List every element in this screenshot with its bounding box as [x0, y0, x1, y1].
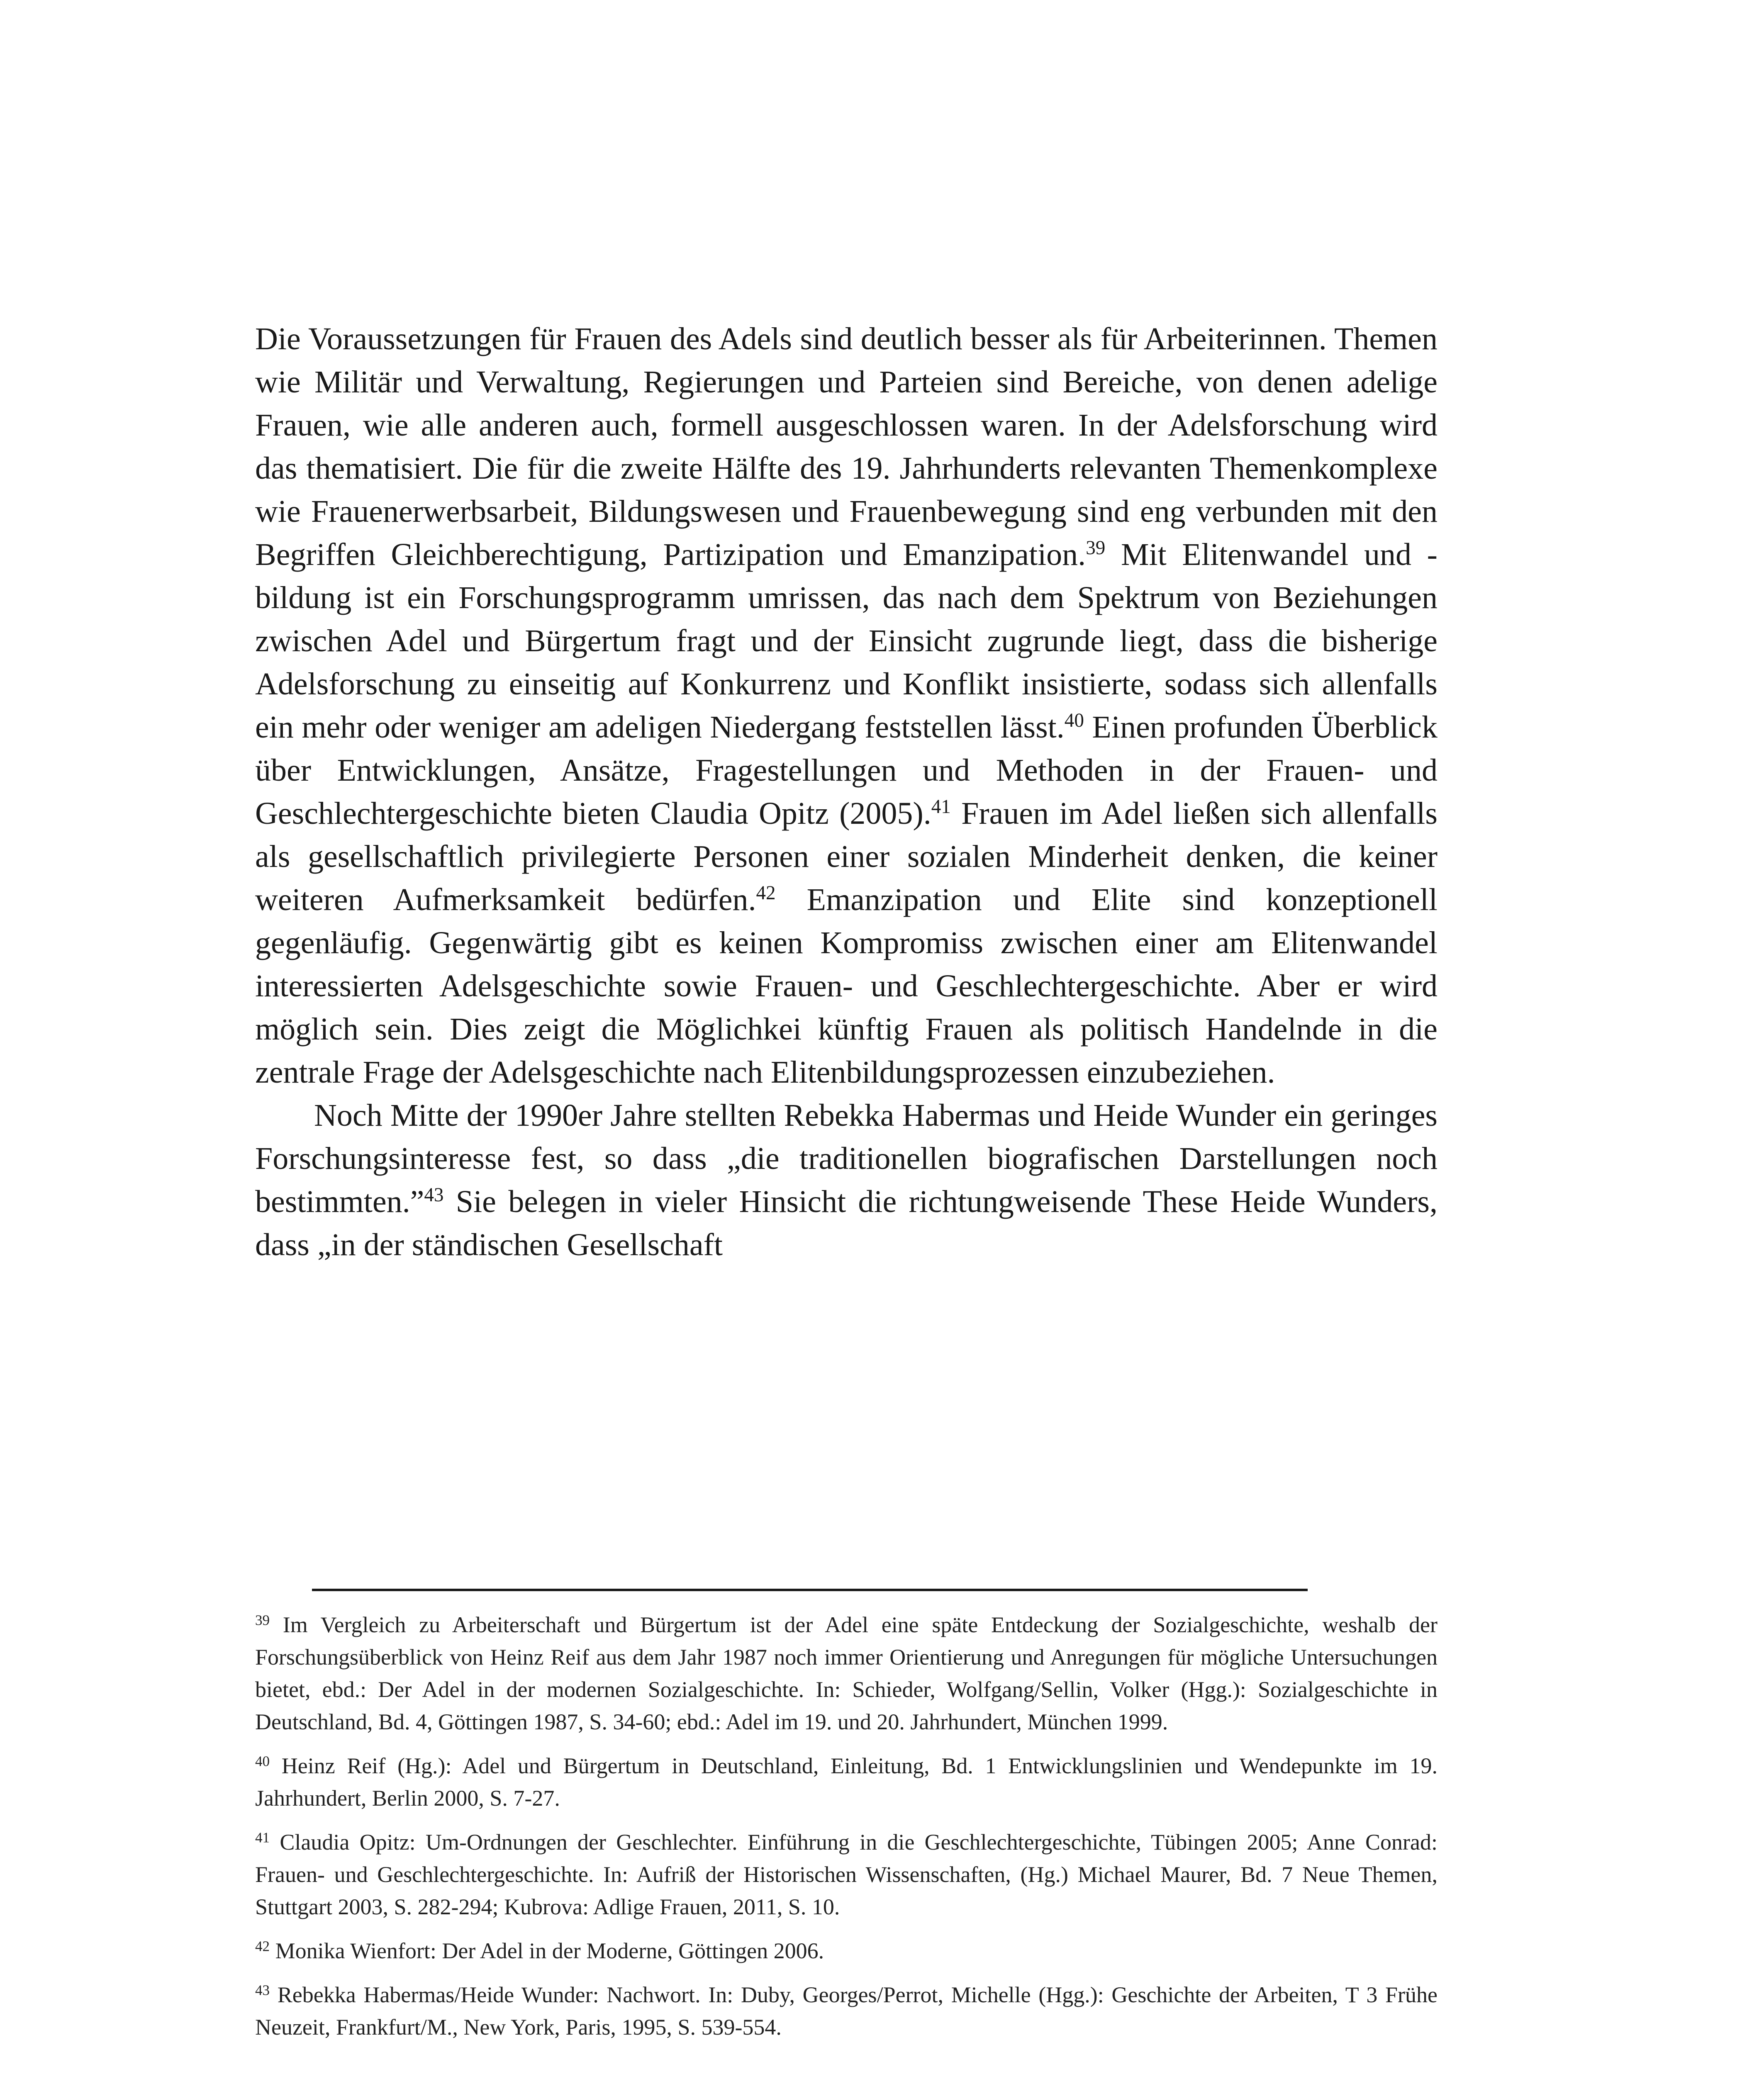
paragraph-1-text-4: Frauen im Adel ließen sich allenfalls als gesellschaftlich privilegierte Personen einer sozialen Minderheit denken, die keiner weiteren Aufmerksamkeit bedürfen.: [255, 796, 1438, 917]
footnote-number: 40: [255, 1753, 270, 1770]
footnote-ref-43[interactable]: 43: [424, 1184, 444, 1206]
footnote-separator: [312, 1589, 1308, 1591]
paragraph-2: [255, 1094, 1438, 1266]
footnote-43: [255, 1979, 1438, 2043]
footnote-number: 41: [255, 1829, 270, 1846]
footnote-text: Im Vergleich zu Arbeiterschaft und Bürgertum ist der Adel eine späte Entdeckung der Sozialgeschichte, weshalb der Forschungsüberblick von Heinz Reif aus dem Jahr 1987 noch immer Orientierung und Anregungen für mögliche Untersuchungen bietet, ebd.: Der Adel in der modernen Sozialgeschichte. In: Schieder, Wolfgang/Sellin, Volker (Hgg.): Sozialgeschichte in Deutschland, Bd. 4, Göttingen 1987, S. 34-60; ebd.: Adel im 19. und 20. Jahrhundert, München 1999.: [255, 1612, 1438, 1734]
footnote-ref-42[interactable]: 42: [756, 882, 776, 904]
paragraph-1-text-5: Emanzipation und Elite sind konzeptionell gegenläufig. Gegenwärtig gibt es keinen Kompromiss zwischen einer am Elitenwandel interessierten Adelsgeschichte sowie Frauen- und Geschlechtergeschichte. Aber er wird möglich sein. Dies zeigt die Möglichkei künftig Frauen als politisch Handelnde in die zentrale Frage der Adelsgeschichte nach Elitenbildungsprozessen einzubeziehen.: [255, 882, 1438, 1090]
paragraph-1-text-3: Einen profunden Überblick über Entwicklungen, Ansätze, Fragestellungen und Methoden in der Frauen- und Geschlechtergeschichte bieten Claudia Opitz (2005).: [255, 710, 1438, 831]
paragraph-2-text-1: Noch Mitte der 1990er Jahre stellten Rebekka Habermas und Heide Wunder ein geringes Forschungsinteresse fest, so dass „die traditionellen biografischen Darstellungen noch bestimmten.”: [255, 1098, 1438, 1219]
footnote-text: Monika Wienfort: Der Adel in der Moderne, Göttingen 2006.: [270, 1938, 824, 1963]
footnote-number: 43: [255, 1982, 270, 1999]
paragraph-1: [255, 317, 1438, 1094]
footnote-text: Claudia Opitz: Um-Ordnungen der Geschlechter. Einführung in die Geschlechtergeschichte, Tübingen 2005; Anne Conrad: Frauen- und Geschlechtergeschichte. In: Aufriß der Historischen Wissenschaften, (Hg.) Michael Maurer, Bd. 7 Neue Themen, Stuttgart 2003, S. 282-294; Kubrova: Adlige Frauen, 2011, S. 10.: [255, 1830, 1438, 1919]
footnote-number: 39: [255, 1612, 270, 1629]
footnote-ref-41[interactable]: 41: [931, 796, 951, 818]
paragraph-2-text-2: Sie belegen in vieler Hinsicht die richtungweisende These Heide Wunders, dass „in der ständischen Gesellschaft: [255, 1184, 1438, 1262]
footnote-number: 42: [255, 1938, 270, 1955]
footnote-text: Rebekka Habermas/Heide Wunder: Nachwort. In: Duby, Georges/Perrot, Michelle (Hgg.): Geschichte der Arbeiten, T 3 Frühe Neuzeit, Frankfurt/M., New York, Paris, 1995, S. 539-554.: [255, 1982, 1438, 2040]
main-text: [255, 317, 1438, 1266]
paragraph-1-text-1: Die Voraussetzungen für Frauen des Adels sind deutlich besser als für Arbeiterinnen. Themen wie Militär und Verwaltung, Regierungen und Parteien sind Bereiche, von denen adelige Frauen, wie alle anderen auch, formell ausgeschlossen waren. In der Adelsforschung wird das thematisiert. Die für die zweite Hälfte des 19. Jahrhunderts relevanten Themenkomplexe wie Frauenerwerbsarbeit, Bildungswesen und Frauenbewegung sind eng verbunden mit den Begriffen Gleichberechtigung, Partizipation und Emanzipation.: [255, 321, 1438, 572]
footnote-ref-39[interactable]: 39: [1086, 537, 1106, 559]
footnote-41: [255, 1826, 1438, 1923]
footnote-text: Heinz Reif (Hg.): Adel und Bürgertum in Deutschland, Einleitung, Bd. 1 Entwicklungslinien und Wendepunkte im 19. Jahrhundert, Berlin 2000, S. 7-27.: [255, 1753, 1438, 1811]
footnotes: [255, 1609, 1438, 2055]
footnote-39: [255, 1609, 1438, 1738]
footnote-ref-40[interactable]: 40: [1064, 710, 1084, 732]
footnote-42: [255, 1935, 1438, 1967]
paragraph-1-text-2: Mit Elitenwandel und -bildung ist ein Forschungsprogramm umrissen, das nach dem Spektrum von Beziehungen zwischen Adel und Bürgertum fragt und der Einsicht zugrunde liegt, dass die bisherige Adelsforschung zu einseitig auf Konkurrenz und Konflikt insistierte, sodass sich allenfalls ein mehr oder weniger am adeligen Niedergang feststellen lässt.: [255, 537, 1438, 745]
footnote-40: [255, 1750, 1438, 1814]
